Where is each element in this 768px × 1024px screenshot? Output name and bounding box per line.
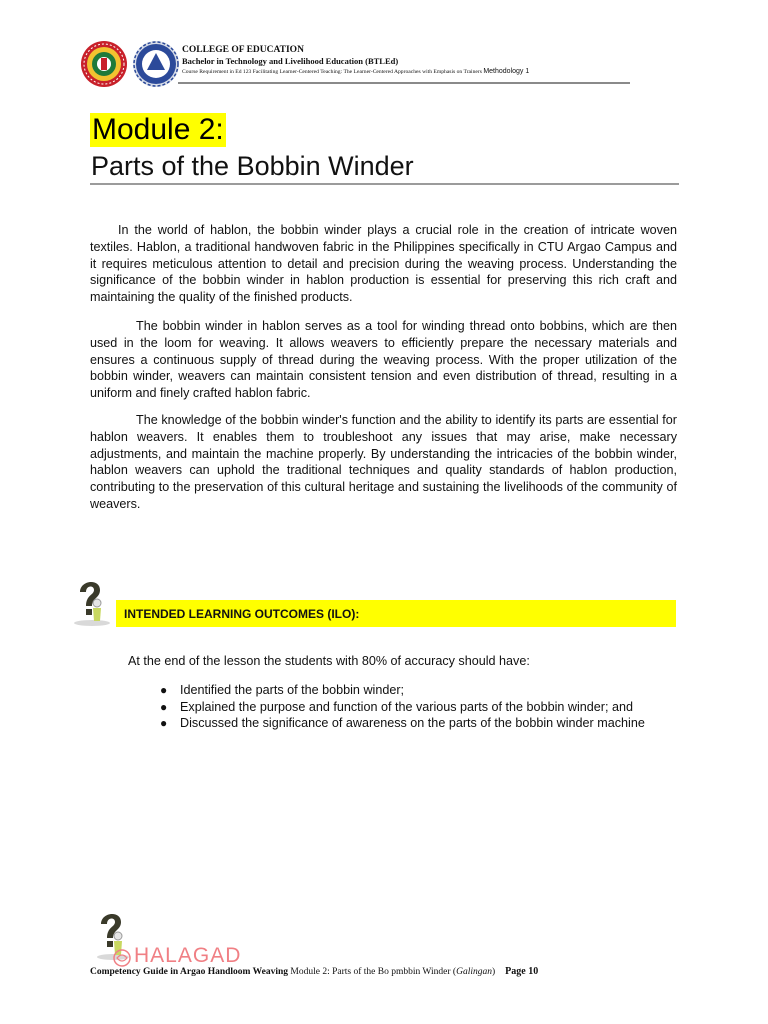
program-name: Bachelor in Technology and Livelihood Education (BTLEd) [182,56,399,66]
halagad-logo-mark-icon [112,948,132,968]
intro-paragraph-3: The knowledge of the bobbin winder's function and the ability to identify its parts are essential for hablon weavers. It enables them to troubleshoot any issues that may arise, make necessary adjustments, and maintain the machine properly. By understanding the intricacies of the bobbin winder, hablon weavers can uphold the traditional techniques and quality standards of hablon production, contributing to the preservation of this cultural heritage and sustaining the livelihoods of the community of weavers. [90,413,677,511]
course-suffix: Methodology 1 [483,68,530,75]
header-divider [178,82,630,84]
university-seal-icon [132,40,180,88]
list-item [160,715,680,732]
halagad-brand: HALAGAD [134,944,242,967]
page-footer [90,966,538,978]
college-seal-icon [80,40,128,88]
title-divider [90,183,679,185]
ilo-item-text: Identified the parts of the bobbin winder; [180,683,405,697]
document-header [182,45,529,77]
ilo-item-text: Discussed the significance of awareness on the parts of the bobbin winder machine [180,716,645,731]
page-number: Page 10 [505,966,539,977]
list-item [160,699,680,716]
bullet-icon: ● [160,683,168,697]
bullet-icon: ● [160,716,168,731]
ilo-item-text: Explained the purpose and function of the various parts of the bobbin winder; and [180,699,633,714]
module-label: Module 2: [92,113,224,146]
ilo-heading: INTENDED LEARNING OUTCOMES (ILO): [124,607,360,621]
intro-paragraph-2: The bobbin winder in hablon serves as a tool for winding thread onto bobbins, which are then used in the loom for weaving. It allows weavers to efficiently prepare the necessary materials and ensures a continuous supply of thread during the weaving process. With the proper utilization of the bobbin winder, weavers can maintain consistent tension and even distribution of thread, resulting in a uniform and finely crafted hablon fabric. [90,319,677,401]
bullet-icon: ● [160,699,168,714]
course-requirement [182,67,529,77]
module-title: Parts of the Bobbin Winder [91,151,414,181]
footer-guide: Competency Guide in Argao Handloom Weaving [90,967,289,977]
ilo-intro: At the end of the lesson the students with 80% of accuracy should have: [128,654,530,668]
college-name: COLLEGE OF EDUCATION [182,45,304,55]
footer-module-ref-italic: Galingan [456,967,492,977]
ilo-list [160,682,680,732]
list-item [160,682,680,699]
question-mark-figure-icon [70,576,114,626]
footer-module-ref: Module 2: Parts of the Bo pmbbin Winder ( [290,967,457,977]
intro-paragraph-1: In the world of hablon, the bobbin winder plays a crucial role in the creation of intricate woven textiles. Hablon, a traditional handwoven fabric in the Philippines specifically in CTU Argao Campus and it requires meticulous attention to detail and precision during the weaving process. Understanding the significance of the bobbin winder in hablon production is essential for preserving this rich craft and maintaining the quality of the finished products. [90,223,677,305]
course-requirement-text: Course Requirement in Ed 123 Facilitating Learner-Centered Teaching: The Learner-Centered Approaches with Emphasis on Trainers [182,69,482,75]
footer-module-ref-close: ) [491,967,496,977]
